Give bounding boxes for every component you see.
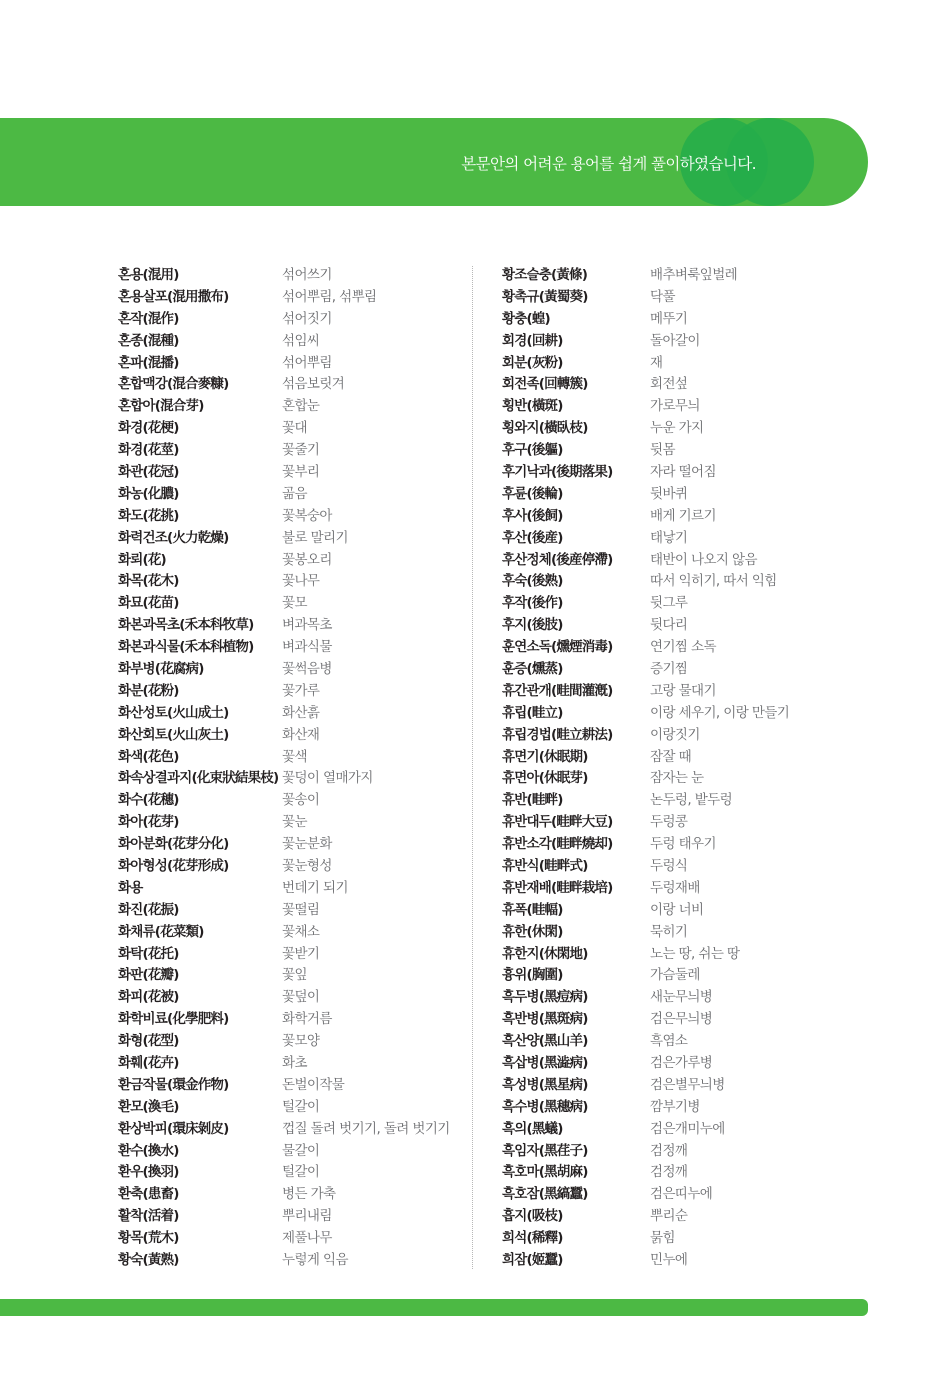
glossary-term: 휴한지(休閑地) [502,945,588,962]
glossary-row [502,1181,832,1203]
glossary-term: 환모(渙毛) [118,1098,179,1115]
glossary-definition: 뿌리순 [650,1208,688,1225]
glossary-definition: 꽃떨림 [282,901,320,918]
glossary-definition: 섞어뿌림, 섞뿌림 [282,288,377,305]
glossary-row [118,744,466,766]
glossary-row [118,415,466,437]
banner-text: 본문안의 어려운 용어를 쉽게 풀이하였습니다. [461,155,756,173]
glossary-term: 화아(花芽) [118,814,179,831]
glossary-definition: 돈벌이작물 [282,1076,345,1093]
glossary-term: 화뢰(花) [118,551,166,568]
glossary-term: 후작(後作) [502,595,563,612]
glossary-row [118,1050,466,1072]
glossary-definition: 화산흙 [282,704,320,721]
glossary-definition: 묵히기 [650,923,688,940]
glossary-term: 혼용(混用) [118,266,179,283]
glossary-term: 화분(花粉) [118,682,179,699]
glossary-definition: 배추벼룩잎벌레 [650,266,738,283]
glossary-definition: 꽃가루 [282,682,320,699]
glossary-row [502,459,832,481]
glossary-term: 화묘(花苗) [118,595,179,612]
glossary-term: 흑산양(黑山羊) [502,1033,588,1050]
glossary-row [118,656,466,678]
glossary-term: 환수(換水) [118,1142,179,1159]
glossary-row [118,1006,466,1028]
glossary-term: 화채류(花菜類) [118,923,204,940]
glossary-row [502,809,832,831]
glossary-row [502,656,832,678]
glossary-definition: 두렁식 [650,857,688,874]
glossary-row [502,525,832,547]
glossary-definition: 뿌리내림 [282,1208,332,1225]
glossary-definition: 닥풀 [650,288,675,305]
glossary-term: 희석(稀釋) [502,1230,563,1247]
glossary-definition: 벼과목초 [282,617,332,634]
glossary-row [502,744,832,766]
glossary-row [118,853,466,875]
glossary-row [118,262,466,284]
glossary-definition: 논두렁, 밭두렁 [650,792,733,809]
glossary-row [118,481,466,503]
glossary-row [118,328,466,350]
glossary-definition: 돌아갈이 [650,332,700,349]
glossary-row [502,262,832,284]
glossary-term: 휴반재배(畦畔栽培) [502,879,613,896]
glossary-definition: 이랑짓기 [650,726,700,743]
glossary-term: 후산정체(後産停滯) [502,551,613,568]
glossary-term: 흑수병(黑穗病) [502,1098,588,1115]
glossary-row [118,568,466,590]
glossary-definition: 섞어뿌림 [282,354,332,371]
glossary-definition: 묽힘 [650,1230,675,1247]
glossary-row [118,1247,466,1269]
glossary-definition: 노는 땅, 쉬는 땅 [650,945,740,962]
glossary-row [502,722,832,744]
glossary-term: 휴한(休閑) [502,923,563,940]
glossary-definition: 화학거름 [282,1011,332,1028]
glossary-row [118,525,466,547]
glossary-term: 후기낙과(後期落果) [502,463,613,480]
glossary-term: 화탁(花托) [118,945,179,962]
glossary-definition: 섞음보릿겨 [282,376,345,393]
glossary-term: 휴반대두(畦畔大豆) [502,814,613,831]
glossary-term: 혼용살포(混用撒布) [118,288,229,305]
glossary-row [118,722,466,744]
glossary-term: 혼작(混作) [118,310,179,327]
glossary-definition: 뒷다리 [650,617,688,634]
glossary-definition: 번데기 되기 [282,879,348,896]
glossary-row [502,984,832,1006]
glossary-row [118,547,466,569]
glossary-row [118,612,466,634]
glossary-definition: 검은무늬병 [650,1011,713,1028]
glossary-term: 화용 [118,879,143,896]
glossary-row [502,897,832,919]
glossary-definition: 섞어쓰기 [282,266,332,283]
glossary-definition: 꽃봉오리 [282,551,332,568]
glossary-row [118,678,466,700]
glossary-row [118,284,466,306]
glossary-row [118,634,466,656]
glossary-row [118,809,466,831]
glossary-term: 흑두병(黑痘病) [502,989,588,1006]
glossary-definition: 털갈이 [282,1098,320,1115]
glossary-term: 환축(患畜) [118,1186,179,1203]
glossary-term: 화본과식물(禾本科植物) [118,639,254,656]
glossary-term: 훈증(燻蒸) [502,660,563,677]
glossary-definition: 껍질 돌려 벗기기, 돌려 벗기기 [282,1120,450,1137]
glossary-row [118,897,466,919]
glossary-row [502,634,832,656]
glossary-term: 화학비료(化學肥料) [118,1011,229,1028]
glossary-row [118,1225,466,1247]
glossary-row [502,1225,832,1247]
glossary-term: 회전족(回轉簇) [502,376,588,393]
glossary-term: 화진(花振) [118,901,179,918]
glossary-term: 화경(花梗) [118,420,179,437]
glossary-term: 흉위(胸圍) [502,967,563,984]
glossary-row [502,919,832,941]
glossary-definition: 물갈이 [282,1142,320,1159]
glossary-term: 휴폭(畦幅) [502,901,563,918]
glossary-row [118,919,466,941]
glossary-definition: 자라 떨어짐 [650,463,716,480]
glossary-definition: 가슴둘레 [650,967,700,984]
glossary-row [118,371,466,393]
glossary-definition: 따서 익히기, 따서 익힘 [650,573,777,590]
glossary-row [502,963,832,985]
glossary-row [502,853,832,875]
glossary-definition: 태낳기 [650,529,688,546]
glossary-term: 휴반식(畦畔式) [502,857,588,874]
glossary-row [118,700,466,722]
glossary-definition: 검은개미누에 [650,1120,725,1137]
glossary-term: 흑의(黑蟻) [502,1120,563,1137]
glossary-term: 흑임자(黑荏子) [502,1142,588,1159]
glossary-row [502,590,832,612]
glossary-definition: 검정깨 [650,1142,688,1159]
glossary-definition: 회전섶 [650,376,688,393]
glossary-row [502,437,832,459]
glossary-row [118,1203,466,1225]
glossary-definition: 두렁재배 [650,879,700,896]
glossary-definition: 가로무늬 [650,398,700,415]
glossary-term: 황목(荒木) [118,1230,179,1247]
header-banner [0,118,868,206]
glossary-row [502,1006,832,1028]
glossary-term: 활착(活着) [118,1208,179,1225]
glossary-term: 횡와지(橫臥枝) [502,420,588,437]
glossary-term: 화산성토(火山成土) [118,704,229,721]
glossary-row [118,1181,466,1203]
glossary-term: 화수(花穗) [118,792,179,809]
glossary-row [502,1247,832,1269]
glossary-row [502,350,832,372]
glossary-definition: 꽃모양 [282,1033,320,1050]
glossary-definition: 꽃복숭아 [282,507,332,524]
glossary-definition: 두렁 태우기 [650,836,716,853]
glossary-definition: 꽃대 [282,420,307,437]
glossary-term: 흑호잠(黑縞蠶) [502,1186,588,1203]
glossary-definition: 태반이 나오지 않음 [650,551,757,568]
glossary-row [502,481,832,503]
glossary-row [502,1203,832,1225]
glossary-definition: 털갈이 [282,1164,320,1181]
glossary-row [118,590,466,612]
glossary-definition: 뒷그루 [650,595,688,612]
glossary-definition: 제풀나무 [282,1230,332,1247]
glossary-term: 후사(後飼) [502,507,563,524]
glossary-term: 화아형성(花芽形成) [118,857,229,874]
glossary-definition: 이랑 세우기, 이랑 만들기 [650,704,790,721]
glossary-definition: 잠잘 때 [650,748,692,765]
glossary-row [118,437,466,459]
glossary-row [118,765,466,787]
glossary-definition: 검은별무늬병 [650,1076,725,1093]
glossary-definition: 두렁콩 [650,814,688,831]
glossary-row [118,963,466,985]
glossary-term: 황숙(黃熟) [118,1252,179,1269]
glossary-row [502,831,832,853]
glossary-row [502,547,832,569]
glossary-definition: 민누에 [650,1252,688,1269]
glossary-definition: 꽃줄기 [282,442,320,459]
glossary-term: 혼파(混播) [118,354,179,371]
glossary-row [502,1138,832,1160]
glossary-definition: 연기찜 소독 [650,639,716,656]
glossary-row [502,415,832,437]
glossary-row [118,831,466,853]
glossary-row [502,678,832,700]
glossary-term: 훈연소독(燻煙消毒) [502,639,613,656]
glossary-definition: 화산재 [282,726,320,743]
glossary-definition: 꽃받기 [282,945,320,962]
glossary-definition: 벼과식물 [282,639,332,656]
glossary-term: 화목(花木) [118,573,179,590]
glossary-definition: 흑염소 [650,1033,688,1050]
glossary-term: 환우(換羽) [118,1164,179,1181]
glossary-term: 화경(花莖) [118,442,179,459]
glossary-term: 황충(蝗) [502,310,550,327]
glossary-definition: 재 [650,354,663,371]
glossary-definition: 검정깨 [650,1164,688,1181]
glossary-row [118,459,466,481]
glossary-definition: 화초 [282,1055,307,1071]
glossary-definition: 증기찜 [650,660,688,677]
glossary-definition: 뒷몸 [650,442,675,459]
glossary-definition: 잠자는 눈 [650,770,704,787]
glossary-term: 휴반소각(畦畔燒却) [502,836,613,853]
glossary-term: 화산회토(火山灰土) [118,726,229,743]
glossary-definition: 꽃눈형성 [282,857,332,874]
glossary-row [502,941,832,963]
glossary-term: 흑호마(黑胡麻) [502,1164,588,1181]
glossary-term: 화부병(花腐病) [118,660,204,677]
glossary-term: 환금작물(環金作物) [118,1076,229,1093]
glossary-row [118,350,466,372]
glossary-term: 화속상결과지(化束狀結果枝) [118,770,279,787]
glossary-definition: 뒷바퀴 [650,485,688,502]
glossary-term: 회분(灰粉) [502,354,563,371]
glossary-row [502,371,832,393]
glossary-row [502,568,832,590]
glossary-row [502,612,832,634]
glossary-term: 혼종(混種) [118,332,179,349]
glossary-term: 화아분화(花芽分化) [118,836,229,853]
glossary-definition: 꽃덮이 [282,989,320,1006]
glossary-term: 화력건조(火力乾燥) [118,529,229,546]
glossary-term: 흡지(吸枝) [502,1208,563,1225]
glossary-definition: 꽃색 [282,748,307,765]
glossary-term: 혼합맥강(混合麥糠) [118,376,229,393]
glossary-row [118,1072,466,1094]
glossary-definition: 꽃덩이 열매가지 [282,770,373,787]
glossary-row [118,306,466,328]
glossary-term: 회경(回耕) [502,332,563,349]
glossary-term: 흑삽병(黑澁病) [502,1055,588,1071]
glossary-row [502,328,832,350]
glossary-term: 후구(後軀) [502,442,563,459]
glossary-definition: 배게 기르기 [650,507,716,524]
glossary-term: 후숙(後熟) [502,573,563,590]
glossary-term: 후륜(後輪) [502,485,563,502]
glossary-term: 흑성병(黑星病) [502,1076,588,1093]
glossary-definition: 혼합눈 [282,398,320,415]
glossary-column-left [118,262,466,1269]
glossary-row [502,1160,832,1182]
glossary-term: 화형(花型) [118,1033,179,1050]
glossary-term: 휴립경법(畦立耕法) [502,726,613,743]
glossary-term: 희잠(姬蠶) [502,1252,563,1269]
glossary-term: 휴면기(休眠期) [502,748,588,765]
glossary-term: 화관(花冠) [118,463,179,480]
glossary-row [502,1050,832,1072]
glossary-definition: 새눈무늬병 [650,989,713,1006]
glossary-row [502,1072,832,1094]
glossary-term: 화농(化膿) [118,485,179,502]
glossary-term: 휴면아(休眠芽) [502,770,588,787]
glossary-definition: 꽃눈분화 [282,836,332,853]
footer-bar [0,1299,868,1316]
glossary-term: 화본과목초(禾本科牧草) [118,617,254,634]
glossary-term: 휴반(畦畔) [502,792,563,809]
glossary-term: 화훼(花卉) [118,1055,179,1071]
glossary-row [502,700,832,722]
glossary-definition: 꽃송이 [282,792,320,809]
glossary-term: 후산(後産) [502,529,563,546]
glossary-term: 황촉규(黃蜀葵) [502,288,588,305]
glossary-term: 화색(花色) [118,748,179,765]
glossary-definition: 이랑 너비 [650,901,704,918]
glossary-row [502,503,832,525]
glossary-row [118,1116,466,1138]
glossary-definition: 꽃채소 [282,923,320,940]
glossary-term: 흑반병(黑斑病) [502,1011,588,1028]
glossary-definition: 불로 말리기 [282,529,348,546]
glossary-definition: 고랑 물대기 [650,682,716,699]
glossary-row [118,1028,466,1050]
glossary-definition: 꽃눈 [282,814,307,831]
glossary-definition: 병든 가축 [282,1186,336,1203]
glossary-row [502,1094,832,1116]
glossary-row [118,984,466,1006]
glossary-row [118,787,466,809]
glossary-definition: 꽃잎 [282,967,307,984]
glossary-definition: 꽃나무 [282,573,320,590]
glossary-term: 황조슬충(黃條) [502,266,588,283]
glossary-row [118,1138,466,1160]
glossary-row [502,1116,832,1138]
glossary-row [118,941,466,963]
glossary-definition: 섞임씨 [282,332,320,349]
glossary-row [502,306,832,328]
glossary-definition: 꽃모 [282,595,307,612]
glossary-definition: 검은가루병 [650,1055,713,1071]
glossary-row [118,503,466,525]
glossary-column-right [502,262,832,1269]
glossary-definition: 꽃부리 [282,463,320,480]
glossary-definition: 누렇게 익음 [282,1252,348,1269]
glossary-row [502,765,832,787]
glossary-row [502,875,832,897]
glossary-definition: 검은띠누에 [650,1186,713,1203]
glossary-term: 휴립(畦立) [502,704,563,721]
glossary-row [502,393,832,415]
glossary-row [502,284,832,306]
glossary-definition: 깜부기병 [650,1098,700,1115]
glossary-definition: 꽃썩음병 [282,660,332,677]
glossary-term: 휴간관개(畦間灌漑) [502,682,613,699]
glossary-definition: 메뚜기 [650,310,688,327]
glossary-definition: 누운 가지 [650,420,704,437]
glossary-row [118,393,466,415]
glossary-row [118,1094,466,1116]
glossary-term: 횡반(橫斑) [502,398,563,415]
glossary-row [502,787,832,809]
glossary-row [118,875,466,897]
glossary-term: 화피(花被) [118,989,179,1006]
glossary-term: 환상박피(環床剝皮) [118,1120,229,1137]
column-divider [472,266,473,1269]
glossary-term: 혼합아(混合芽) [118,398,204,415]
glossary-definition: 곪음 [282,485,307,502]
glossary-row [118,1160,466,1182]
glossary-term: 후지(後肢) [502,617,563,634]
glossary-term: 화도(花挑) [118,507,179,524]
glossary-row [502,1028,832,1050]
glossary-definition: 섞어짓기 [282,310,332,327]
glossary-term: 화판(花瓣) [118,967,179,984]
